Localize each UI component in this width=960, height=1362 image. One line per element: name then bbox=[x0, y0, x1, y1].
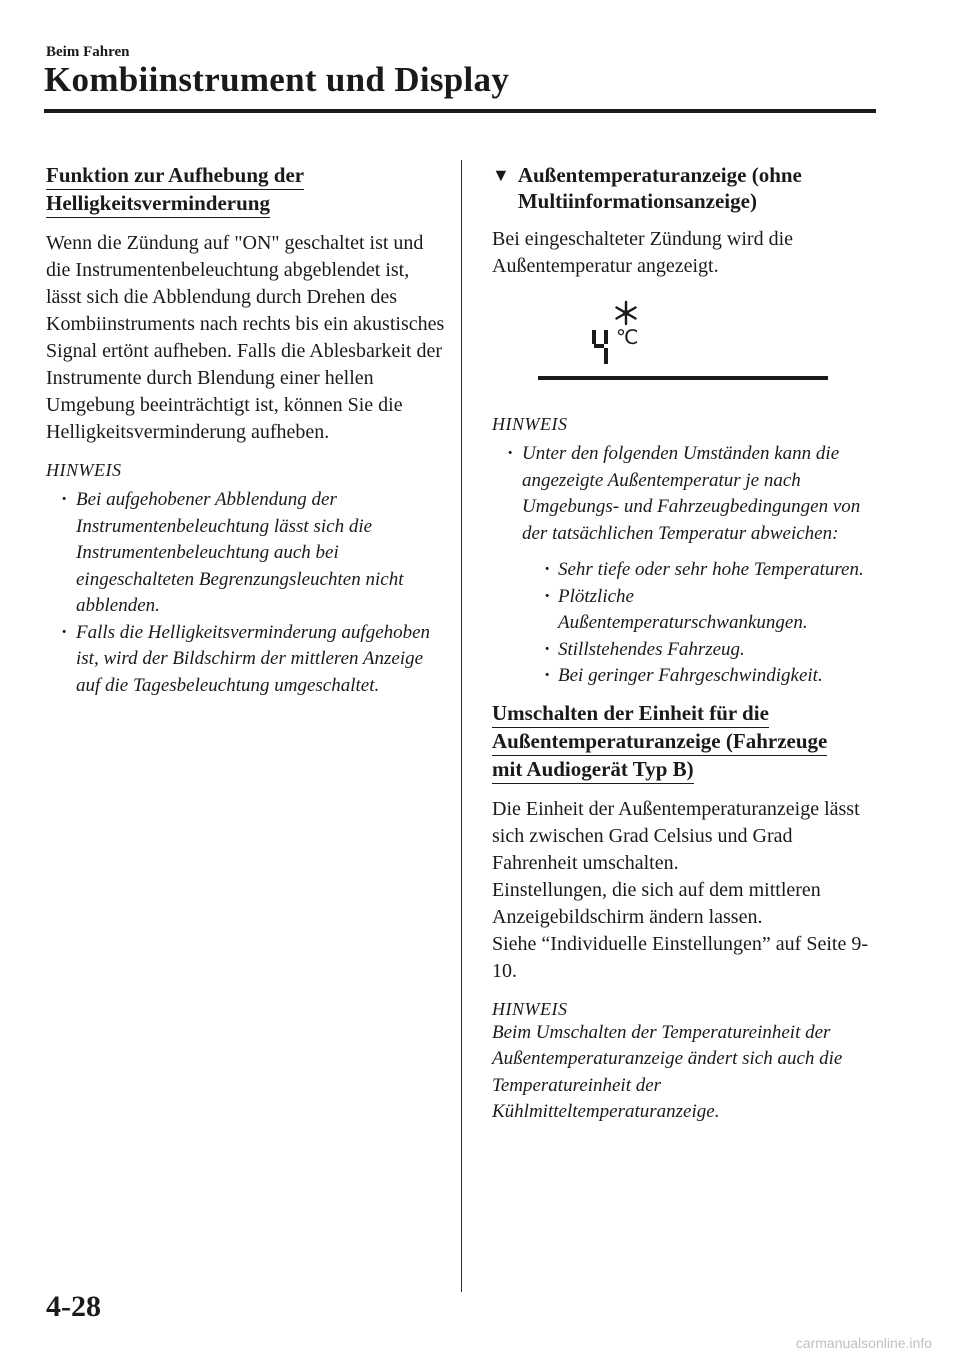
temperature-digit bbox=[592, 330, 608, 364]
reference-paragraph: Siehe “Individuelle Einstellungen” auf Seite 9-10. bbox=[492, 932, 868, 982]
outside-temp-heading bbox=[492, 162, 882, 214]
outside-temp-paragraph: Bei eingeschalteter Zündung wird die Außentemperatur angezeigt. bbox=[492, 228, 794, 277]
dimmer-cancel-heading bbox=[46, 162, 446, 218]
condition-item: · Plötzliche Außentemperaturschwankungen. bbox=[522, 584, 882, 637]
display-baseline bbox=[538, 376, 828, 380]
page-title: Kombiinstrument und Display bbox=[44, 60, 510, 99]
note-item bbox=[492, 441, 882, 690]
unit-switch-paragraph: Die Einheit der Außentemperaturanzeige lässt sich zwischen Grad Celsius und Grad Fahrenheit umschalten. bbox=[492, 797, 860, 874]
heading-line: mit Audiogerät Typ B) bbox=[492, 756, 694, 784]
left-column bbox=[46, 162, 446, 709]
condition-list bbox=[522, 557, 882, 690]
note-label: HINWEIS bbox=[492, 414, 568, 434]
dimmer-cancel-paragraph: Wenn die Zündung auf "ON" geschaltet ist und die Instrumentenbeleuchtung abgeblendet ist, lässt sich die Abblendung durch Drehen des Kombiinstruments nach rechts bis ein akustisches Signal ertönt aufheben. Falls die Ablesbarkeit der Instrumente durch Blendung einer hellen Umgebung beeinträchtigt ist, können Sie die Helligkeitsverminderung aufheben. bbox=[46, 232, 445, 443]
note-item: · Falls die Helligkeitsverminderung aufgehoben ist, wird der Bildschirm der mittleren Anzeige auf die Tagesbeleuchtung umgeschaltet. bbox=[46, 620, 446, 700]
note-label: HINWEIS bbox=[46, 460, 122, 480]
note-label: HINWEIS bbox=[492, 998, 568, 1019]
settings-paragraph: Einstellungen, die sich auf dem mittleren Anzeigebildschirm ändern lassen. bbox=[492, 878, 821, 928]
heading-line: Multiinformationsanzeige) bbox=[517, 189, 757, 213]
condition-item: · Stillstehendes Fahrzeug. bbox=[522, 637, 882, 664]
condition-item: · Sehr tiefe oder sehr hohe Temperaturen. bbox=[522, 557, 882, 584]
heading-line: Helligkeitsverminderung bbox=[46, 190, 270, 218]
triangle-marker-icon: ▼ bbox=[492, 165, 510, 185]
note-intro: Unter den folgenden Umständen kann die angezeigte Außentemperatur je nach Umgebungs- und Fahrzeugbedingungen von der tatsächlichen Temperatur abweichen: bbox=[522, 443, 861, 544]
heading-line: Funktion zur Aufhebung der bbox=[46, 162, 304, 190]
heading-line: Umschalten der Einheit für die bbox=[492, 700, 769, 728]
column-divider bbox=[461, 160, 462, 1292]
page-number: 4-28 bbox=[46, 1290, 101, 1323]
note-list bbox=[46, 487, 446, 699]
unit-switch-heading bbox=[492, 700, 882, 784]
note-list bbox=[492, 441, 882, 690]
section-label: Beim Fahren bbox=[46, 44, 130, 60]
watermark: carmanualsonline.info bbox=[795, 1335, 932, 1351]
condition-item: · Bei geringer Fahrgeschwindigkeit. bbox=[522, 663, 882, 690]
right-column bbox=[492, 162, 882, 1126]
temperature-display-illustration bbox=[492, 298, 882, 390]
heading-line: Außentemperaturanzeige (Fahrzeuge bbox=[492, 728, 827, 756]
temperature-unit: ℃ bbox=[616, 325, 639, 349]
header-rule bbox=[44, 109, 876, 113]
note-item: · Bei aufgehobener Abblendung der Instrumentenbeleuchtung lässt sich die Instrumentenbeleuchtung auch bei eingeschalteten Begrenzungsleuchten nicht abblenden. bbox=[46, 487, 446, 620]
snowflake-icon bbox=[617, 302, 636, 324]
note-text: Beim Umschalten der Temperatureinheit der Außentemperaturanzeige ändert sich auch die Temperatureinheit der Kühlmitteltemperaturanzeige. bbox=[492, 1021, 843, 1122]
heading-line: Außentemperaturanzeige (ohne bbox=[517, 163, 802, 187]
